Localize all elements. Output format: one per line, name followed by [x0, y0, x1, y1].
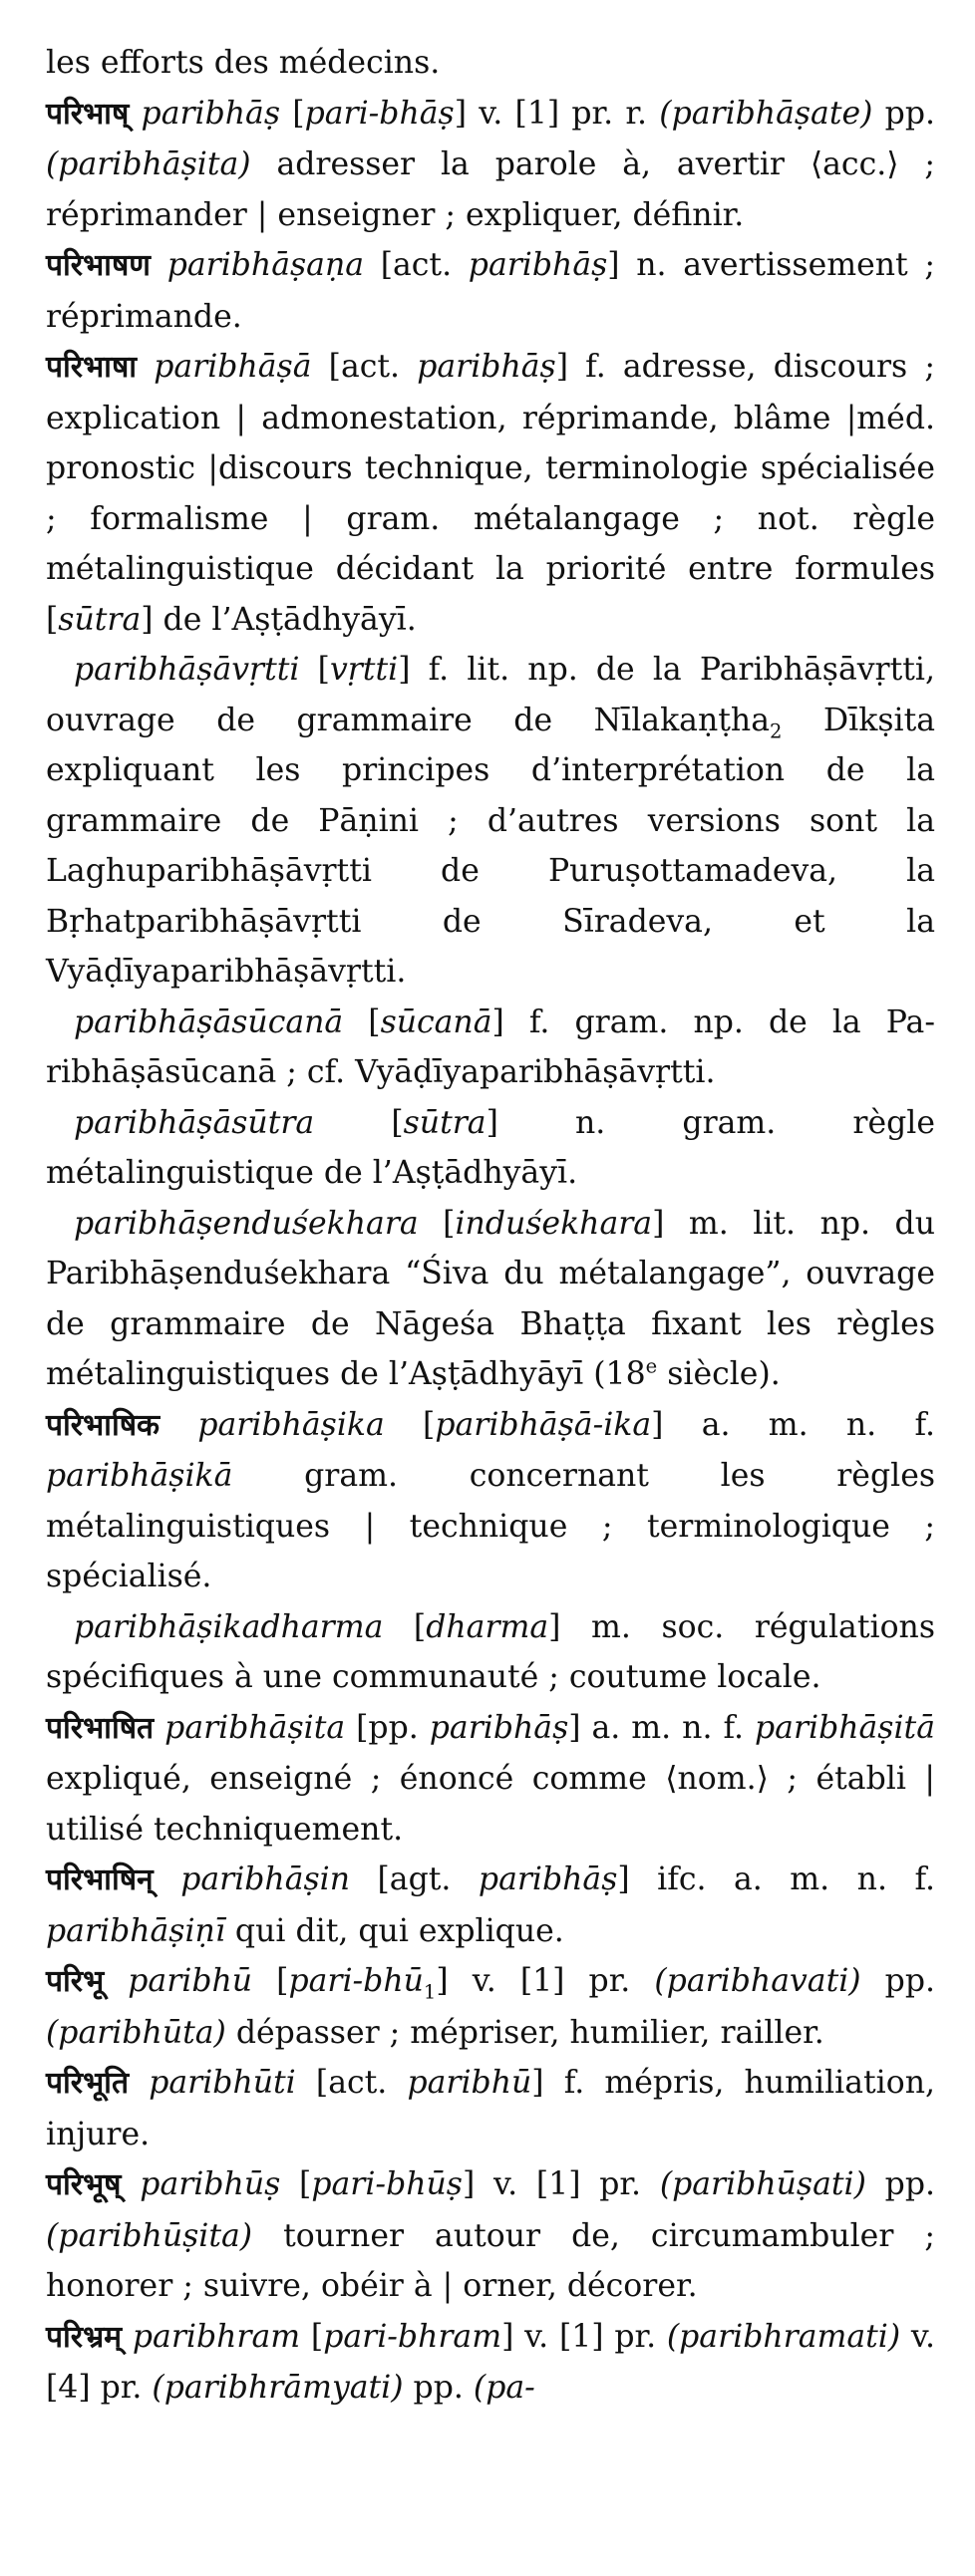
- dictionary-entry: [46, 240, 935, 342]
- roman-text: ] v. [1] pr.: [436, 1963, 655, 1999]
- roman-text: ] de l’Aṣṭādhyāyī.: [141, 601, 417, 638]
- italic-text: pari-bhāṣ: [304, 95, 455, 132]
- italic-text: (pa-: [473, 2370, 535, 2406]
- italic-text: paribhāṣaṇa: [166, 247, 365, 283]
- roman-text: [: [343, 1003, 381, 1040]
- italic-text: paribhāṣā: [154, 349, 312, 385]
- italic-text: paribhāṣā-ika: [435, 1406, 652, 1443]
- italic-text: paribhāṣenduśekhara: [74, 1205, 419, 1242]
- roman-text: v. [4] pr.: [46, 2318, 935, 2406]
- roman-text: les efforts des médecins.: [46, 45, 441, 81]
- italic-text: (paribhāṣate): [659, 95, 873, 132]
- roman-text: pp.: [403, 2370, 474, 2406]
- entry-continuation: [46, 38, 935, 89]
- italic-text: pari-bhūṣ: [311, 2166, 463, 2202]
- roman-text: [137, 349, 154, 385]
- roman-text: pp.: [860, 1963, 936, 1999]
- sub-entry: [46, 998, 935, 1098]
- roman-text: ] a. m. n. f.: [568, 1709, 755, 1746]
- devanagari-headword: परिभाष्: [46, 96, 130, 132]
- roman-text: [: [280, 95, 305, 132]
- italic-text: paribhāṣāsūtra: [74, 1104, 315, 1141]
- roman-text: [129, 96, 141, 132]
- roman-text: ] v. [1] pr. r.: [454, 95, 660, 132]
- italic-text: sūcanā: [380, 1003, 492, 1040]
- homonym-index: 1: [423, 1980, 437, 2004]
- italic-text: (paribhūṣati): [659, 2166, 866, 2202]
- dictionary-entry: [46, 89, 935, 241]
- roman-text: [122, 2319, 133, 2355]
- roman-text: ] m. lit. np. du Paribhāṣenduśekhara “Śiva du métalangage”, ouvrage de grammaire de Nāgeśa Bhaṭṭa fixant les règles métalinguistiques de l’Aṣṭādhyāyī (18: [46, 1205, 935, 1392]
- dictionary-entry: [46, 2159, 935, 2312]
- roman-text: [: [314, 1104, 404, 1141]
- italic-text: paribhāṣikadharma: [74, 1608, 384, 1645]
- roman-text: [: [383, 1608, 427, 1645]
- roman-text: [: [384, 1406, 436, 1443]
- roman-text: [: [418, 1205, 456, 1242]
- sub-entry: [46, 645, 935, 998]
- italic-text: vṛtti: [329, 652, 399, 688]
- italic-text: paribhāṣāsūcanā: [74, 1003, 344, 1040]
- devanagari-headword: परिभूति: [46, 2066, 130, 2101]
- roman-text: pp.: [872, 95, 936, 132]
- roman-text: [act.: [364, 247, 469, 283]
- italic-text: paribhāṣin: [180, 1861, 351, 1897]
- roman-text: [154, 1710, 164, 1746]
- roman-text: [160, 1407, 197, 1443]
- roman-text: [act.: [295, 2065, 408, 2101]
- sub-entry: [46, 1199, 935, 1400]
- dictionary-page: [46, 38, 935, 2414]
- roman-text: ] ifc. a. m. n. f.: [617, 1861, 935, 1897]
- devanagari-headword: परिभाषिक: [46, 1407, 161, 1443]
- italic-text: paribhāṣ: [468, 247, 608, 283]
- italic-text: paribhāṣitā: [755, 1709, 935, 1746]
- dictionary-entry: [46, 1855, 935, 1956]
- roman-text: ] a. m. n. f.: [651, 1406, 935, 1443]
- roman-text: [151, 247, 167, 283]
- italic-text: paribhāṣ: [478, 1861, 618, 1897]
- ordinal-suffix: e: [645, 1354, 658, 1378]
- italic-text: paribhāṣiṇī: [46, 1912, 225, 1949]
- roman-text: ] v. [1] pr.: [501, 2318, 667, 2355]
- roman-text: ] v. [1] pr.: [462, 2166, 660, 2202]
- dictionary-entry: [46, 2312, 935, 2414]
- roman-text: siècle).: [657, 1356, 781, 1392]
- italic-text: (paribhūṣita): [46, 2217, 253, 2254]
- roman-text: expliqué, enseigné ; énoncé comme ⟨nom.⟩ ; établi | utilisé techniquement.: [46, 1761, 935, 1848]
- italic-text: paribhāṣ: [429, 1709, 569, 1746]
- italic-text: dharma: [426, 1608, 549, 1645]
- devanagari-headword: परिभ्रम्: [46, 2319, 123, 2355]
- roman-text: [: [280, 2166, 312, 2202]
- roman-text: ] f. gram. np. de la Paribhāṣāsūcanā ; cf. Vyāḍīyaparibhāṣāvṛtti.: [46, 1003, 935, 1090]
- italic-text: (paribhavati): [654, 1963, 861, 1999]
- devanagari-headword: परिभाषिन्: [46, 1862, 154, 1897]
- italic-text: (paribhramati): [666, 2318, 901, 2355]
- devanagari-headword: परिभाषण: [46, 248, 151, 283]
- italic-text: paribhūti: [149, 2065, 296, 2101]
- italic-text: paribhūṣ: [140, 2166, 281, 2202]
- roman-text: [: [252, 1963, 289, 1999]
- italic-text: induśekhara: [455, 1205, 653, 1242]
- roman-text: ] f. lit. np. de la Paribhāṣāvṛtti, ouvrage de grammaire de Nīlakaṇṭha: [46, 652, 935, 738]
- roman-text: [: [300, 2318, 324, 2355]
- italic-text: paribhū: [128, 1963, 253, 1999]
- italic-text: paribhāṣ: [417, 349, 556, 385]
- dictionary-entry: [46, 1956, 935, 2058]
- italic-text: pari-bhram: [323, 2318, 502, 2355]
- roman-text: [agt.: [350, 1861, 479, 1897]
- roman-text: ] m. soc. régulations spécifiques à une communauté ; coutume locale.: [46, 1608, 935, 1695]
- italic-text: paribhāṣika: [197, 1406, 385, 1443]
- devanagari-headword: परिभू: [46, 1964, 105, 1999]
- italic-text: paribhāṣita: [164, 1709, 346, 1746]
- roman-text: [act.: [311, 349, 418, 385]
- roman-text: dépasser ; mépriser, humilier, railler.: [225, 2014, 824, 2051]
- italic-text: paribhāṣikā: [46, 1458, 233, 1494]
- roman-text: gram. concernant les règles métalinguistiques | technique ; terminologique ; spécialisé.: [46, 1458, 935, 1594]
- italic-text: (paribhūta): [46, 2014, 226, 2051]
- roman-text: [104, 1963, 128, 1999]
- devanagari-headword: परिभूष्: [46, 2167, 122, 2202]
- italic-text: paribhram: [132, 2318, 301, 2355]
- roman-text: ] n. gram. règle métalinguistique de l’Aṣṭādhyāyī.: [46, 1104, 935, 1191]
- roman-text: [pp.: [345, 1709, 430, 1746]
- roman-text: [154, 1861, 180, 1897]
- italic-text: pari-bhū: [288, 1963, 424, 1999]
- italic-text: paribhāṣāvṛtti: [74, 652, 300, 688]
- devanagari-headword: परिभाषा: [46, 350, 138, 385]
- italic-text: paribhū: [407, 2065, 532, 2101]
- devanagari-headword: परिभाषित: [46, 1710, 155, 1746]
- roman-text: [129, 2065, 149, 2101]
- roman-text: pp.: [865, 2166, 936, 2202]
- roman-text: ] f. adresse, discours ; explication | admonestation, réprimande, blâme |méd. pronostic |discours technique, terminologie spécialisée ; formalisme | gram. métalangage ; not. règle métalinguistique décidant la priorité entre formules [: [46, 349, 935, 638]
- homonym-index: 2: [769, 718, 783, 742]
- italic-text: sūtra: [403, 1104, 487, 1141]
- roman-text: adresser la parole à, avertir ⟨acc.⟩ ; réprimander | enseigner ; expliquer, définir.: [46, 146, 935, 233]
- sub-entry: [46, 1602, 935, 1703]
- roman-text: qui dit, qui explique.: [224, 1912, 564, 1949]
- italic-text: (paribhāṣita): [46, 146, 251, 182]
- italic-text: (paribhrāmyati): [152, 2370, 404, 2406]
- dictionary-entry: [46, 342, 935, 645]
- italic-text: paribhāṣ: [141, 95, 281, 132]
- sub-entry: [46, 1098, 935, 1199]
- roman-text: ] n. avertissement ; réprimande.: [46, 247, 935, 335]
- dictionary-entry: [46, 1400, 935, 1602]
- dictionary-entry: [46, 1703, 935, 1856]
- roman-text: [122, 2166, 141, 2202]
- dictionary-entry: [46, 2058, 935, 2159]
- roman-text: Dīkṣita expliquant les principes d’interprétation de la grammaire de Pāṇini ; d’autres versions sont la Laghuparibhāṣāvṛtti de Puruṣottamadeva, la Bṛhatparibhāṣāvṛtti de Sīradeva, et la Vyāḍīyaparibhāṣāvṛtti.: [46, 702, 936, 990]
- roman-text: ] f. mépris, humiliation, injure.: [46, 2065, 935, 2152]
- roman-text: tourner autour de, circumambuler ; honorer ; suivre, obéir à | orner, décorer.: [46, 2217, 935, 2304]
- roman-text: [: [299, 652, 330, 688]
- italic-text: sūtra: [58, 601, 142, 638]
